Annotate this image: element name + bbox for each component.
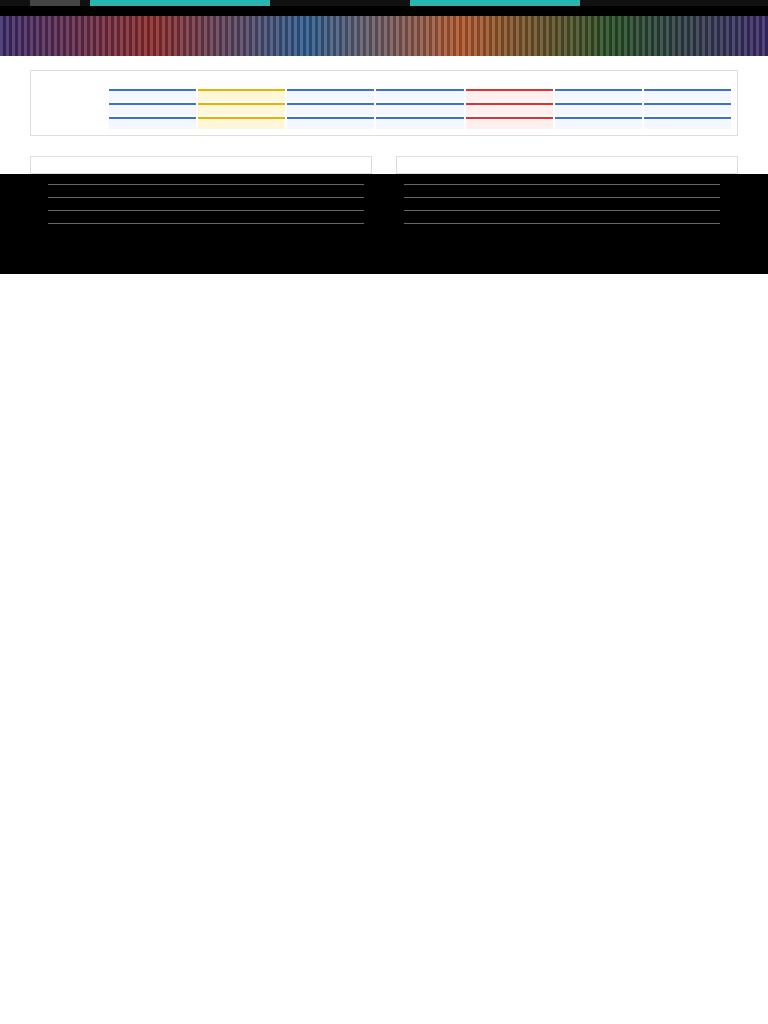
table-cell [287,117,374,129]
top-strip [0,0,768,6]
table-cell [198,103,285,115]
table-cell [376,89,463,101]
table-cell [466,103,553,115]
table-row-label [37,89,107,99]
table-header [555,77,642,87]
recommendation-link[interactable] [404,184,720,197]
table-cell [109,117,196,129]
dark-recommendations [0,174,768,246]
recommendation-link[interactable] [404,197,720,210]
table-header [644,77,731,87]
table-header [287,77,374,87]
table-header [466,77,553,87]
table-cell [466,117,553,129]
top-navigation [0,6,768,16]
table-header [198,77,285,87]
table-cell [198,89,285,101]
table-cell [644,117,731,129]
table-cell [109,103,196,115]
table-cell [555,117,642,129]
training-plan-card[interactable] [396,156,738,174]
table-cell [287,103,374,115]
recommendation-link[interactable] [404,210,720,223]
table-header [376,77,463,87]
hero-banner [0,16,768,56]
table-cell [466,89,553,101]
recommendation-link[interactable] [48,184,364,197]
table-row-label [37,103,107,113]
training-table [30,70,738,136]
table-row-label [37,117,107,127]
table-cell [376,117,463,129]
recommendation-link[interactable] [48,197,364,210]
table-cell [555,89,642,101]
article [0,70,768,174]
table-cell [644,103,731,115]
table-cell [644,89,731,101]
site-footer [0,246,768,274]
table-cell [287,89,374,101]
table-header [109,77,196,87]
recommendation-link[interactable] [404,223,720,236]
recommendation-link[interactable] [48,223,364,236]
table-header [37,77,107,87]
table-cell [109,89,196,101]
recommendation-link[interactable] [48,210,364,223]
table-cell [376,103,463,115]
training-plans-grid [30,156,738,174]
table-cell [198,117,285,129]
table-cell [555,103,642,115]
training-plan-card[interactable] [30,156,372,174]
